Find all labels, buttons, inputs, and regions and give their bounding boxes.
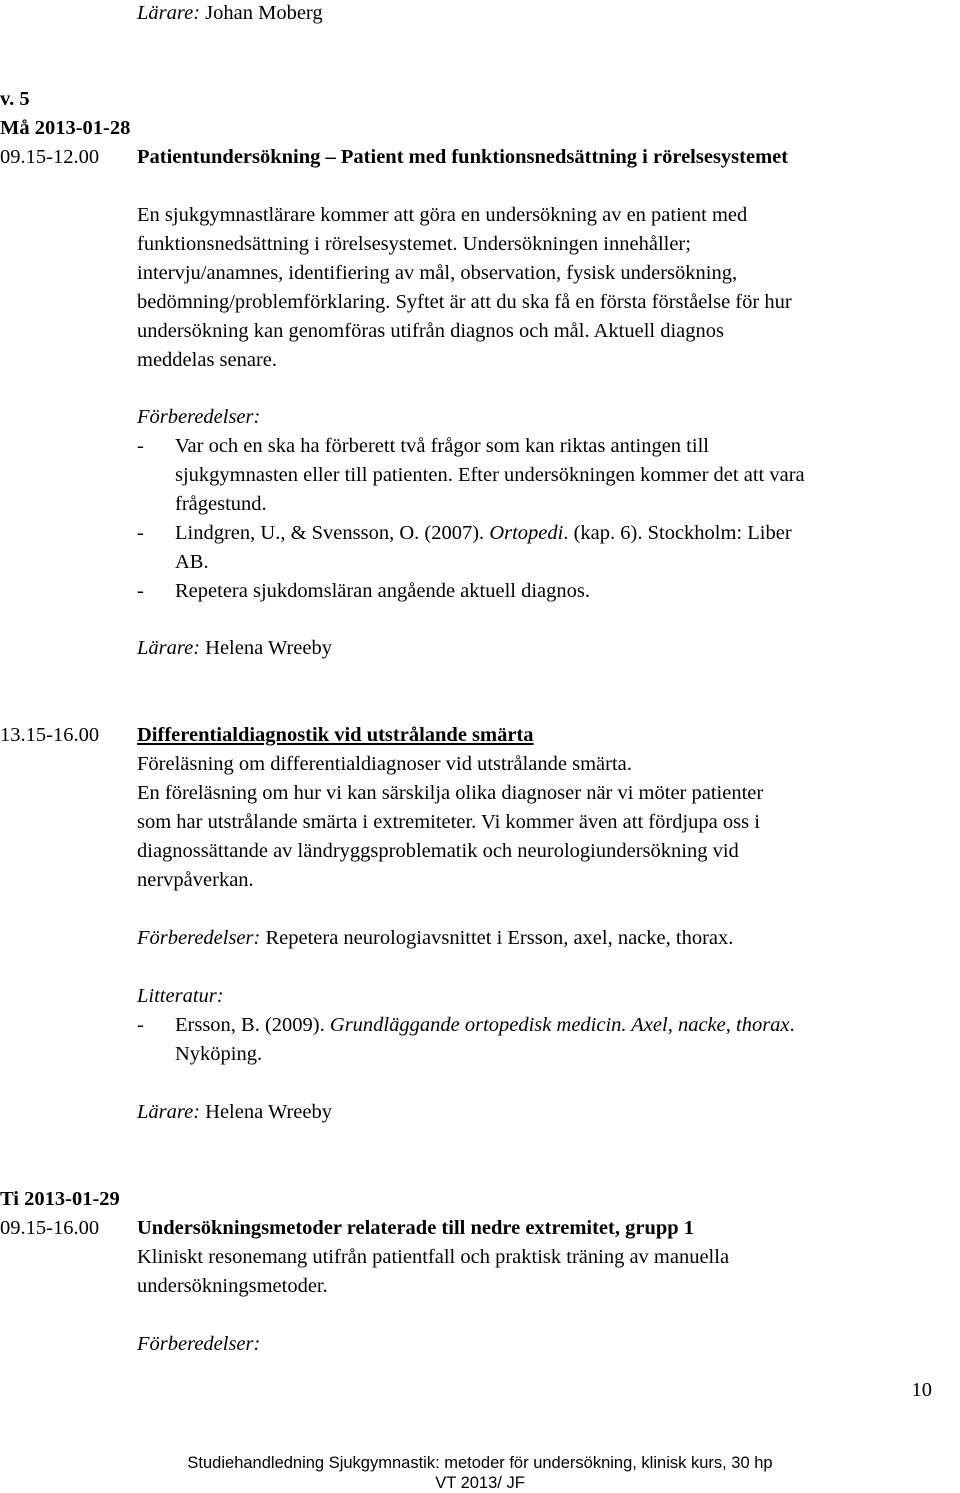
teacher-name: Helena Wreeby [205,637,333,659]
desc-line: som har utstrålande smärta i extremiteter. Vi kommer även att fördjupa oss i [137,811,760,833]
session-teacher [137,638,332,659]
session-title: Differentialdiagnostik vid utstrålande smärta [137,724,534,746]
desc-line: diagnossättande av ländryggsproblematik och neurologiundersökning vid [137,840,739,862]
bullet-item: - Repetera sjukdomsläran angående aktuell diagnos. [137,580,590,602]
desc-line: meddelas senare. [137,349,278,371]
teacher-label: Lärare: [137,1101,201,1123]
bullet-text: Ersson, B. (2009). [175,1014,330,1036]
footer-line: Studiehandledning Sjukgymnastik: metoder för undersökning, klinisk kurs, 30 hp [187,1454,773,1472]
bullet-text: Lindgren, U., & Svensson, O. (2007). [175,522,490,544]
prep-label: Förberedelser: [137,927,261,949]
bullet-text: Var och en ska ha förberett två frågor som kan riktas antingen till [175,435,709,457]
desc-line: Föreläsning om differentialdiagnoser vid utstrålande smärta. [137,753,632,775]
bullet-item: - Ersson, B. (2009). Grundläggande ortopedisk medicin. Axel, nacke, thorax. [137,1014,795,1036]
literature-label: Litteratur: [137,985,224,1007]
page-number: 10 [911,1379,932,1401]
bullet-cont: AB. [175,551,209,573]
session-time: 09.15-16.00 [0,1217,100,1239]
bullet-cont: Nyköping. [175,1043,263,1065]
session-time: 09.15-12.00 [0,146,100,168]
desc-line: En sjukgymnastlärare kommer att göra en undersökning av en patient med [137,204,748,226]
desc-line: funktionsnedsättning i rörelsesystemet. Undersökningen innehåller; [137,233,691,255]
desc-line: Kliniskt resonemang utifrån patientfall och praktisk träning av manuella [137,1246,730,1268]
teacher-label: Lärare: [137,2,201,24]
bullet-item: - Lindgren, U., & Svensson, O. (2007). Ortopedi. (kap. 6). Stockholm: Liber [137,522,792,544]
teacher-name: Johan Moberg [205,2,323,24]
prep-line [137,928,733,949]
day-heading: Må 2013-01-28 [0,117,131,139]
desc-line: bedömning/problemförklaring. Syftet är att du ska få en första förståelse för hur [137,291,792,313]
book-title: Ortopedi [489,522,564,544]
session-teacher [137,1102,332,1123]
book-title: Grundläggande ortopedisk medicin. Axel, nacke, thorax [329,1014,790,1036]
top-teacher [137,3,323,24]
session-time: 13.15-16.00 [0,724,100,746]
desc-line: undersökningsmetoder. [137,1275,328,1297]
prep-label: Förberedelser: [137,406,261,428]
desc-line: undersökning kan genomföras utifrån diagnos och mål. Aktuell diagnos [137,320,724,342]
bullet-cont: sjukgymnasten eller till patienten. Efter undersökningen kommer det att vara [175,464,805,486]
teacher-name: Helena Wreeby [205,1101,333,1123]
teacher-label: Lärare: [137,637,201,659]
bullet-text: Repetera sjukdomsläran angående aktuell diagnos. [175,580,590,602]
desc-line: intervju/anamnes, identifiering av mål, observation, fysisk undersökning, [137,262,738,284]
desc-line: En föreläsning om hur vi kan särskilja olika diagnoser när vi möter patienter [137,782,764,804]
prep-text: Repetera neurologiavsnittet i Ersson, axel, nacke, thorax. [265,927,734,949]
footer-line: VT 2013/ JF [435,1474,525,1492]
bullet-cont: frågestund. [175,493,267,515]
day-heading: Ti 2013-01-29 [0,1188,120,1210]
bullet-text: . (kap. 6). Stockholm: Liber [563,522,792,544]
prep-label: Förberedelser: [137,1333,261,1355]
desc-line: nervpåverkan. [137,869,254,891]
bullet-item: - Var och en ska ha förberett två frågor som kan riktas antingen till [137,435,709,457]
session-title: Undersökningsmetoder relaterade till nedre extremitet, grupp 1 [137,1217,695,1239]
bullet-text: . [789,1014,795,1036]
session-title: Patientundersökning – Patient med funktionsnedsättning i rörelsesystemet [137,146,789,168]
week-label: v. 5 [0,88,30,110]
